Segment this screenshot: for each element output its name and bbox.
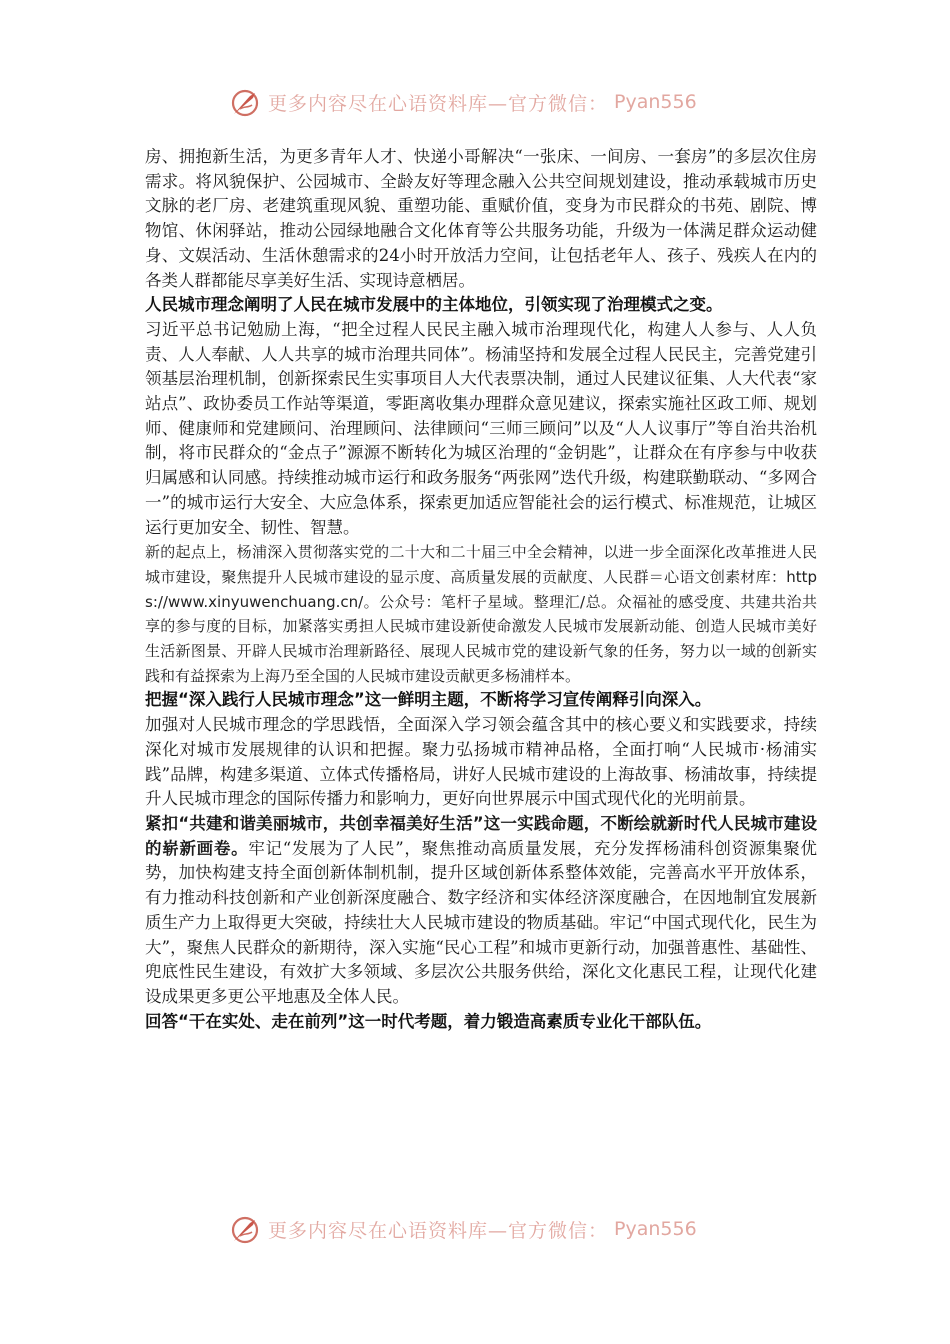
heading-cadres: 回答“干在实处、走在前列”这一时代考题，着力锻造高素质专业化干部队伍。 (145, 1011, 712, 1031)
brush-logo-icon (228, 1211, 264, 1247)
paragraph-new-starting-point: 新的起点上，杨浦深入贯彻落实党的二十大和二十届三中全会精神，以进一步全面深化改革推进人民城市建设，聚焦提升人民城市建设的显示度、高质量发展的贡献度、人民群＝心语文创素材库：https://www.xinyuwenchuang.cn/。公众号：笔杆子星域。整理汇/总。众福祉的感受度、共建共治共享的参与度的目标，加紧落实勇担人民城市建设新使命激发人民城市发展新动能、创造人民城市美好生活新图景、开辟人民城市治理新路径、展现人民城市党的建设新气象的任务，努力以一域的创新实践和有益探索为上海乃至全国的人民城市建设贡献更多杨浦样本。 (145, 543, 817, 685)
watermark-text: 更多内容尽在心语资料库—官方微信： (268, 92, 609, 115)
paragraph-democracy: 习近平总书记勉励上海，“把全过程人民民主融入城市治理现代化，构建人人参与、人人负责、人人奉献、人人共享的城市治理共同体”。杨浦坚持和发展全过程人民民主，完善党建引领基层治理机制，创新探索民生实事项目人大代表票决制，通过人民建议征集、人大代表“家站点”、政协委员工作站等渠道，零距离收集办理群众意见建议，探索实施社区政工师、规划师、健康师和党建顾问、治理顾问、法律顾问“三师三顾问”以及“人人议事厅”等自治共治机制，将市民群众的“金点子”源源不断转化为城区治理的“金钥匙”，让群众在有序参与中收获归属感和认同感。持续推动城市运行和政务服务“两张网”迭代升级，构建联勤联动、“多网合一”的城市运行大安全、大应急体系，探索更加适应智能社会的运行模式、标准规范，让城区运行更加安全、韧性、智慧。 (145, 319, 817, 537)
watermark-footer (228, 1209, 697, 1249)
heading-theme: 把握“深入践行人民城市理念”这一鲜明主题，不断将学习宣传阐释引向深入。 (145, 690, 712, 710)
watermark-header (228, 82, 697, 122)
paragraph-study: 加强对人民城市理念的学思践悟，全面深入学习领会蕴含其中的核心要义和实践要求，持续深化对城市发展规律的认识和把握。聚力弘扬城市精神品格，全面打响“人民城市·杨浦实践”品牌，构建多渠道、立体式传播格局，讲好人民城市建设的上海故事、杨浦故事，持续提升人民城市理念的国际传播力和影响力，更好向世界展示中国式现代化的光明前景。 (145, 715, 817, 809)
watermark-text: 更多内容尽在心语资料库—官方微信： (268, 1219, 609, 1242)
paragraph-housing: 房、拥抱新生活，为更多青年人才、快递小哥解决“一张床、一间房、一套房”的多层次住房需求。将风貌保护、公园城市、全龄友好等理念融入公共空间规划建设，推动承载城市历史文脉的老厂房、老建筑重现风貌、重塑功能、重赋价值，变身为市民群众的书苑、剧院、博物馆、休闲驿站，推动公园绿地融合文化体育等公共服务功能，升级为一体满足群众运动健身、文娱活动、生活休憩需求的24小时开放活力空间，让包括老年人、孩子、残疾人在内的各类人群都能尽享美好生活、实现诗意栖居。 (145, 147, 817, 290)
watermark-wechat-id: Pyan556 (614, 91, 697, 113)
paragraph-practice (145, 812, 817, 1010)
brush-logo-icon (228, 84, 264, 120)
document-body (145, 145, 817, 1034)
heading-governance: 人民城市理念阐明了人民在城市发展中的主体地位，引领实现了治理模式之变。 (145, 295, 723, 315)
heading-practice: 紧扣“共建和谐美丽城市，共创幸福美好生活”这一实践命题，不断绘就新时代人民城市建设的崭新画卷。 (145, 813, 817, 858)
paragraph-practice-body: 牢记“发展为了人民”，聚焦推动高质量发展，充分发挥杨浦科创资源集聚优势，加快构建支持全面创新体制机制，提升区域创新体系整体效能，完善高水平开放体系，有力推动科技创新和产业创新深度融合、数字经济和实体经济深度融合，在因地制宜发展新质生产力上取得更大突破，持续壮大人民城市建设的物质基础。牢记“中国式现代化，民生为大”，聚焦人民群众的新期待，深入实施“民心工程”和城市更新行动，加强普惠性、基础性、兜底性民生建设，有效扩大多领域、多层次公共服务供给，深化文化惠民工程，让现代化建设成果更多更公平地惠及全体人民。 (145, 838, 817, 1006)
watermark-wechat-id: Pyan556 (614, 1218, 697, 1240)
